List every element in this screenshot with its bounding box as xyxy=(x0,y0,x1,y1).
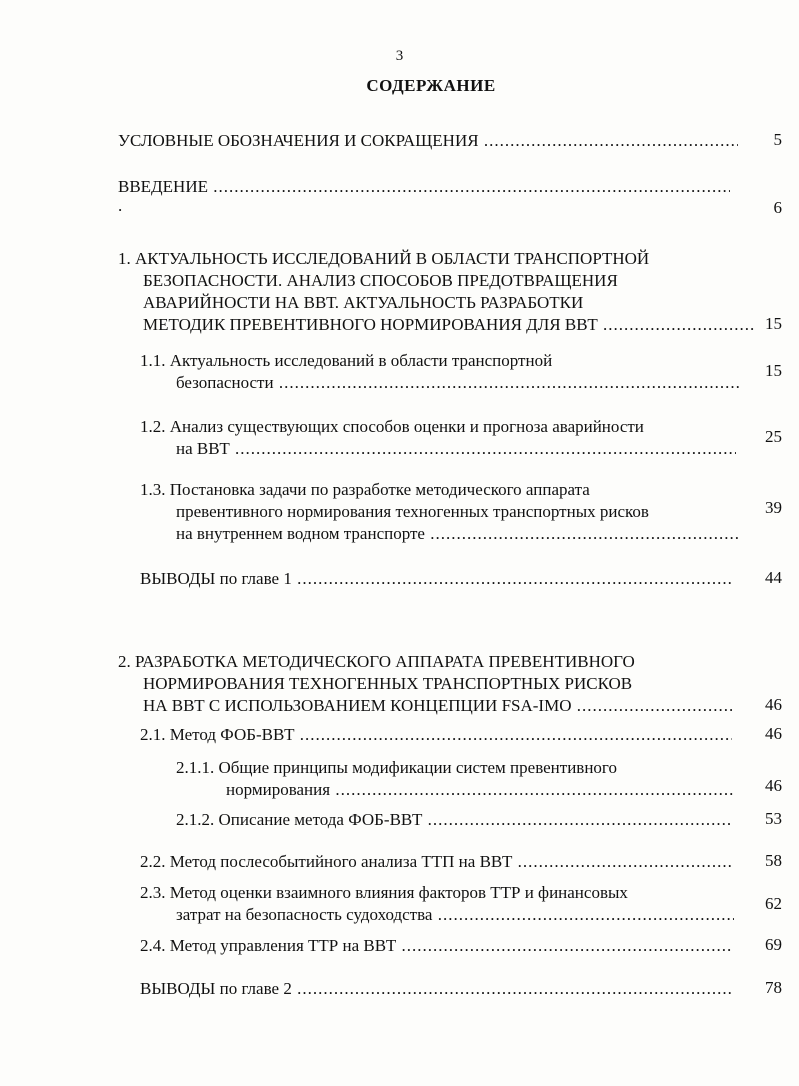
toc-entry-section-2-1 xyxy=(140,724,732,746)
page-number: 3 xyxy=(395,48,404,64)
toc-entry-line: МЕТОДИК ПРЕВЕНТИВНОГО НОРМИРОВАНИЯ ДЛЯ ВВТ ..... xyxy=(118,314,754,336)
toc-page-number: 6 xyxy=(773,198,782,217)
toc-page-number: 15 xyxy=(765,314,782,333)
toc-entry-section-2-3 xyxy=(140,882,734,926)
toc-page-number: 15 xyxy=(765,361,782,380)
toc-page-number: 39 xyxy=(765,498,782,517)
toc-entry-section-1-3 xyxy=(140,479,740,545)
toc-entry-line: 2.2. Метод послесобытийного анализа ТТП на ВВТ ..... xyxy=(140,851,732,873)
leader-dot: . xyxy=(118,196,123,215)
toc-entry-line: 2.1. Метод ФОБ-ВВТ ..... xyxy=(140,724,732,746)
toc-entry-line: НОРМИРОВАНИЯ ТЕХНОГЕННЫХ ТРАНСПОРТНЫХ РИСКОВ xyxy=(143,674,633,693)
toc-entry-line: на внутреннем водном транспорте ..... xyxy=(140,523,740,545)
toc-entry-line: ВЫВОДЫ по главе 1 ..... xyxy=(140,568,732,590)
toc-entry-line: 1.3. Постановка задачи по разработке методического аппарата xyxy=(140,480,590,499)
toc-entry-line: превентивного нормирования техногенных транспортных рисков xyxy=(176,502,649,521)
toc-entry-line: УСЛОВНЫЕ ОБОЗНАЧЕНИЯ И СОКРАЩЕНИЯ ..... xyxy=(118,130,738,152)
toc-entry-line: ВВЕДЕНИЕ ..... xyxy=(118,176,730,198)
toc-entry-line: 1.1. Актуальность исследований в области транспортной xyxy=(140,351,553,370)
toc-page-number: 78 xyxy=(765,978,782,997)
toc-entry-line: затрат на безопасность судоходства ..... xyxy=(140,904,734,926)
toc-page-number: 69 xyxy=(765,935,782,954)
toc-entry-line: безопасности ..... xyxy=(140,372,740,394)
toc-page-number: 53 xyxy=(765,809,782,828)
toc-entry-line: НА ВВТ С ИСПОЛЬЗОВАНИЕМ КОНЦЕПЦИИ FSA-IMO ..... xyxy=(118,695,732,717)
toc-page-number: 46 xyxy=(765,776,782,795)
toc-heading: СОДЕРЖАНИЕ xyxy=(366,76,496,95)
toc-entry-chapter-2 xyxy=(118,651,732,717)
toc-page-number: 58 xyxy=(765,851,782,870)
toc-entry-line: 2. РАЗРАБОТКА МЕТОДИЧЕСКОГО АППАРАТА ПРЕВЕНТИВНОГО xyxy=(118,652,635,671)
toc-entry-line: БЕЗОПАСНОСТИ. АНАЛИЗ СПОСОБОВ ПРЕДОТВРАЩЕНИЯ xyxy=(143,271,618,290)
toc-page-number: 46 xyxy=(765,695,782,714)
toc-entry-line: 2.1.2. Описание метода ФОБ-ВВТ ..... xyxy=(176,809,732,831)
toc-page-number: 44 xyxy=(765,568,782,587)
toc-page-number: 5 xyxy=(773,130,782,149)
toc-entry-section-2-1-2 xyxy=(176,809,732,831)
toc-entry-line: ВЫВОДЫ по главе 2 ..... xyxy=(140,978,732,1000)
toc-entry-line: нормирования ..... xyxy=(176,779,734,801)
toc-entry-line: 2.3. Метод оценки взаимного влияния факторов ТТР и финансовых xyxy=(140,883,628,902)
toc-entry-line: 2.1.1. Общие принципы модификации систем превентивного xyxy=(176,758,617,777)
toc-entry-conclusions-chapter-2 xyxy=(140,978,732,1000)
toc-entry-section-2-4 xyxy=(140,935,732,957)
toc-page-number: 46 xyxy=(765,724,782,743)
toc-page-number: 25 xyxy=(765,427,782,446)
toc-entry-section-1-1 xyxy=(140,350,740,394)
toc-entry-section-2-1-1 xyxy=(176,757,734,801)
toc-entry-line: АВАРИЙНОСТИ НА ВВТ. АКТУАЛЬНОСТЬ РАЗРАБОТКИ xyxy=(143,293,584,312)
toc-entry-section-2-2 xyxy=(140,851,732,873)
toc-entry-line: 1. АКТУАЛЬНОСТЬ ИССЛЕДОВАНИЙ В ОБЛАСТИ ТРАНСПОРТНОЙ xyxy=(118,249,650,268)
toc-entry-line: 1.2. Анализ существующих способов оценки и прогноза аварийности xyxy=(140,417,644,436)
toc-page-number: 62 xyxy=(765,894,782,913)
toc-entry-line: на ВВТ ..... xyxy=(140,438,736,460)
toc-entry-line: 2.4. Метод управления ТТР на ВВТ ..... xyxy=(140,935,732,957)
toc-entry-conclusions-chapter-1 xyxy=(140,568,732,590)
toc-entry-section-1-2 xyxy=(140,416,736,460)
toc-entry-abbreviations xyxy=(118,130,738,152)
toc-entry-chapter-1 xyxy=(118,248,754,336)
toc-entry-introduction xyxy=(118,176,730,198)
